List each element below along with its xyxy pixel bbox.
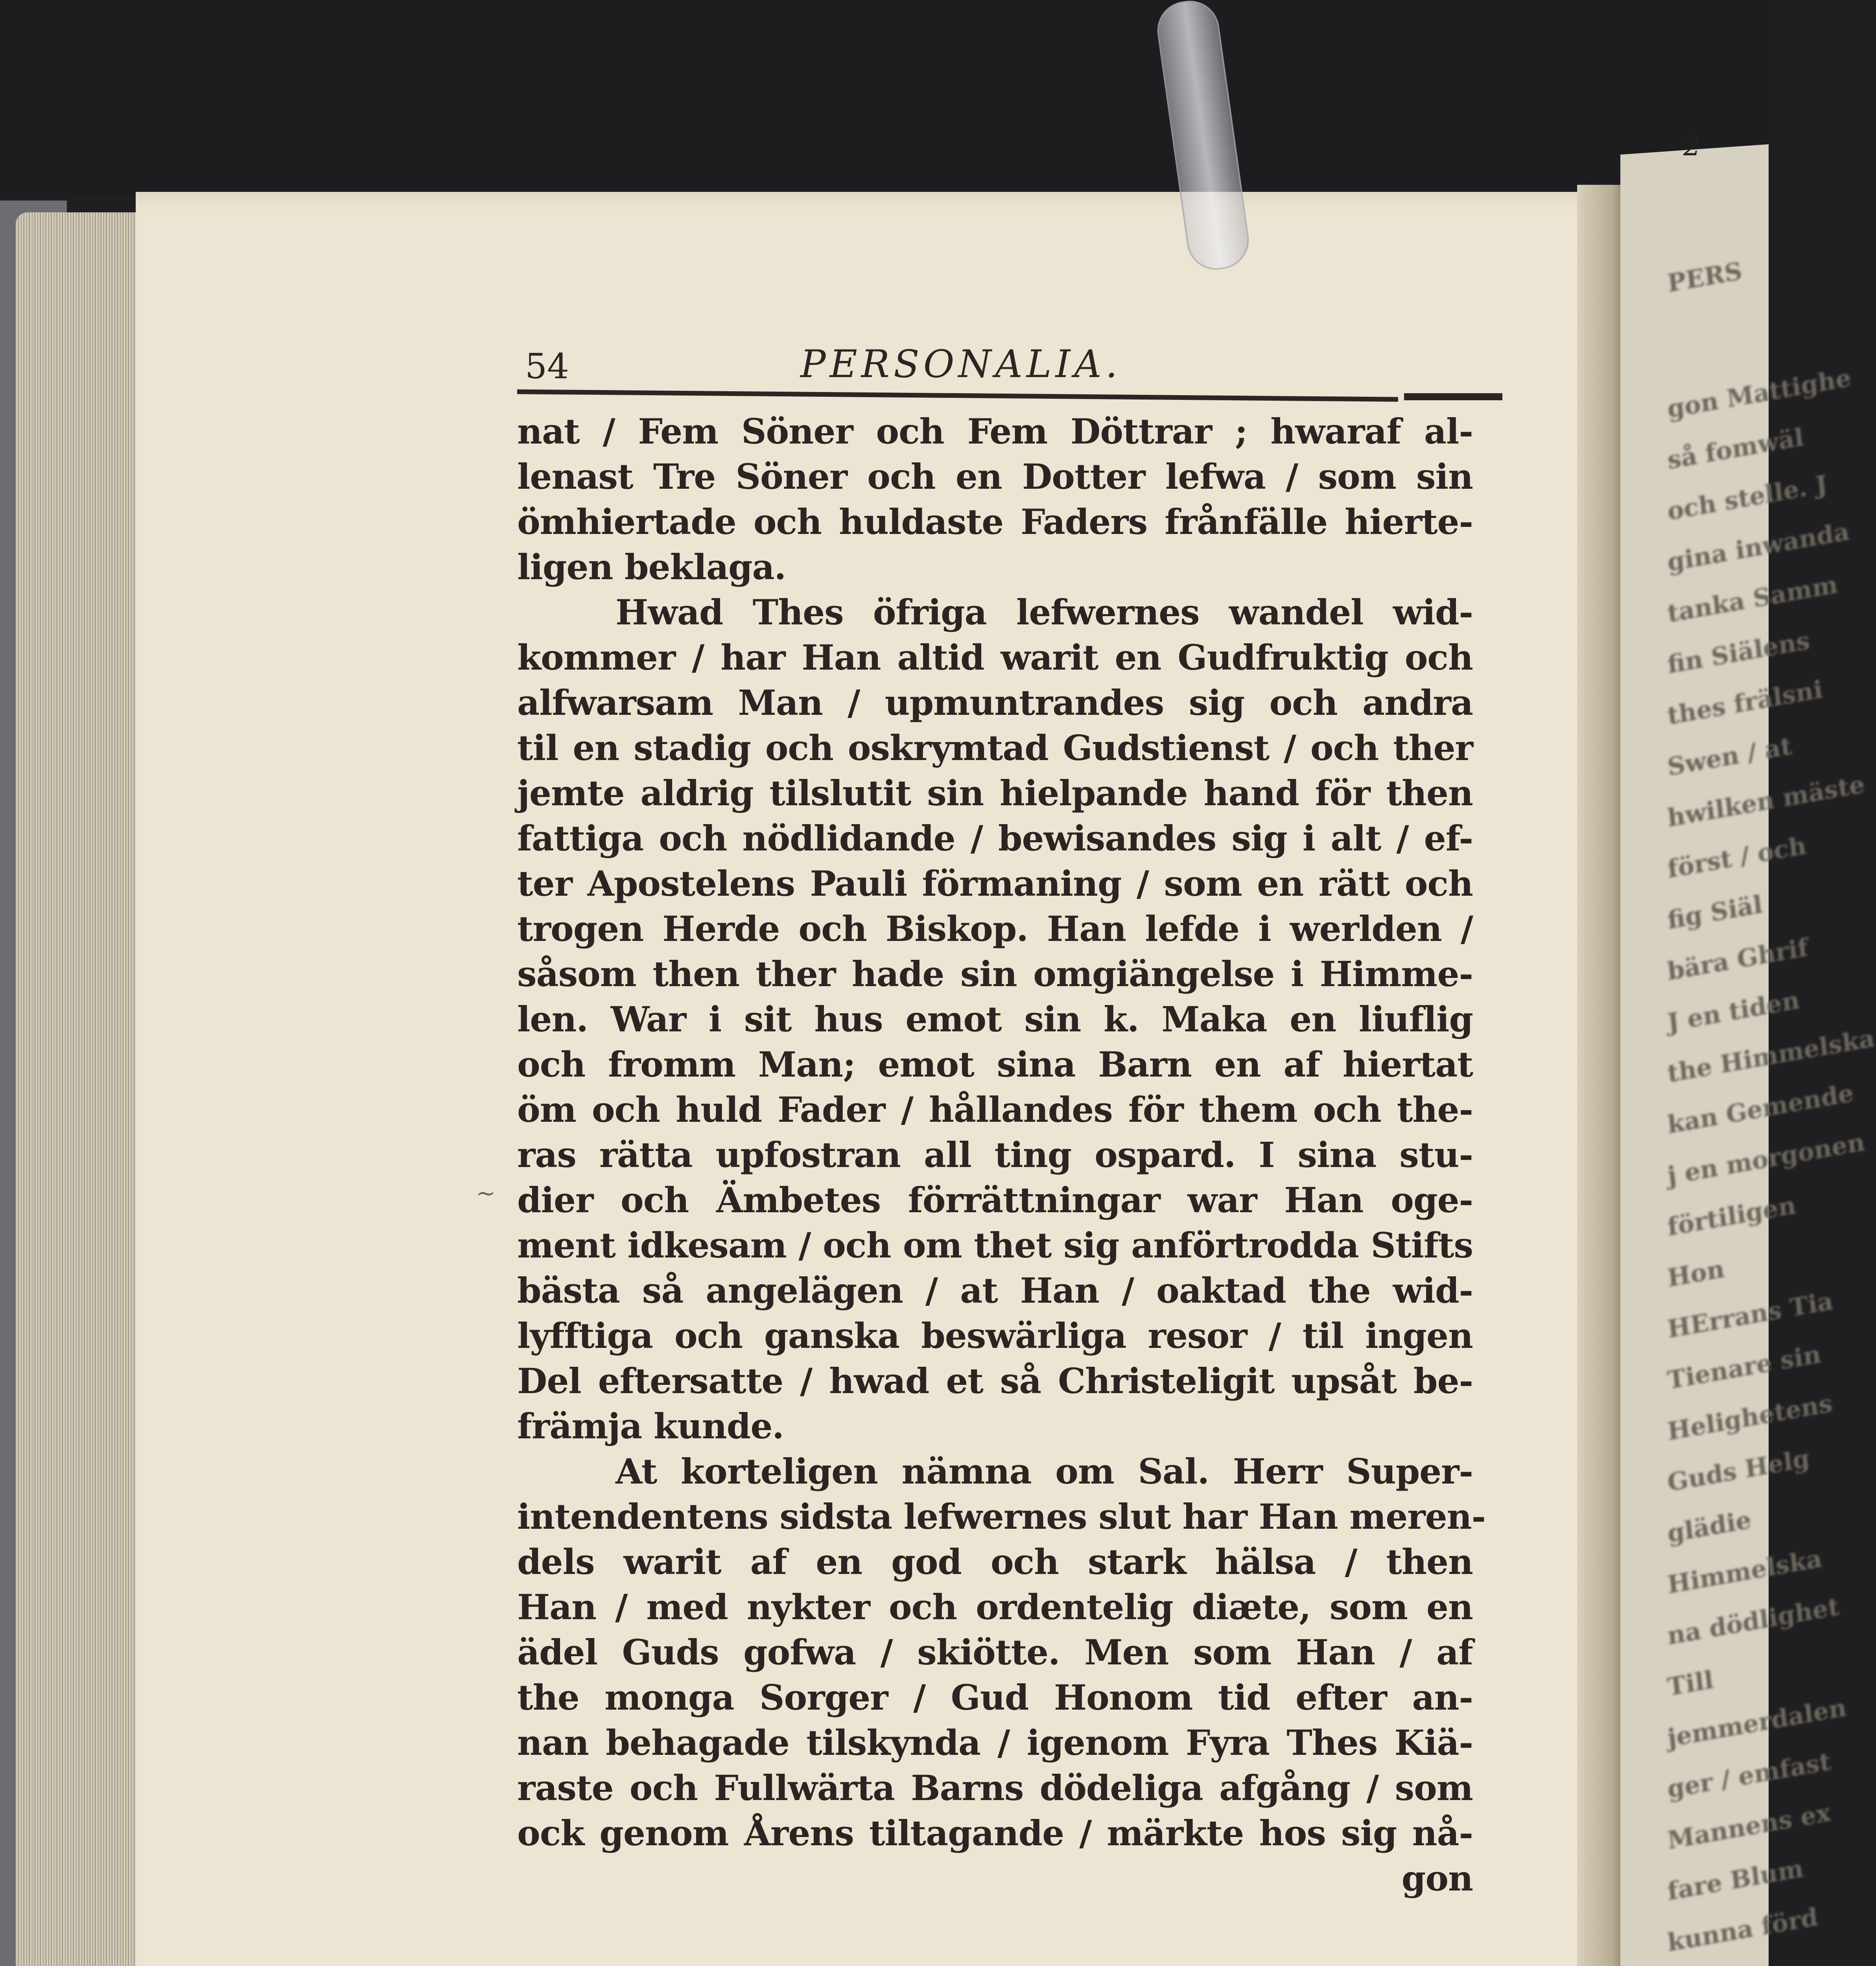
text-line: intendentens sidsta lefwernes slut har Han meren- — [517, 1496, 1486, 1537]
facing-text-line: j en morgonen — [1666, 1127, 1867, 1191]
text-line: nan behagade tilskynda / igenom Fyra Thes Kiä- — [517, 1722, 1473, 1763]
text-line: fattiga och nödlidande / bewisandes sig i alt / ef- — [517, 818, 1473, 859]
text-line: Han / med nykter och ordentelig diæte, som en — [517, 1587, 1473, 1627]
text-line: ömhiertade och huldaste Faders frånfälle hierte- — [517, 501, 1473, 542]
text-line: Del eftersatte / hwad et så Christeligit upsåt be- — [517, 1360, 1473, 1401]
facing-page — [1620, 144, 1876, 1966]
facing-text-line: förtiligen — [1666, 1191, 1797, 1242]
facing-text-line: glädie — [1666, 1505, 1753, 1548]
facing-text-line: bära Ghrif — [1666, 933, 1810, 986]
facing-text-line: gon Mattighe — [1666, 363, 1853, 424]
facing-text-line: Swen / at — [1666, 731, 1793, 782]
text-line: dels warit af en god och stark hälsa / then — [517, 1541, 1473, 1582]
text-line: trogen Herde och Biskop. Han lefde i werlden / — [517, 908, 1473, 949]
facing-text-line: jemmerdalen — [1666, 1693, 1848, 1753]
facing-text-line: Tienare sin — [1666, 1340, 1823, 1395]
facing-text-line: hwilken mäste — [1666, 769, 1866, 833]
text-line: the monga Sorger / Gud Honom tid efter an- — [517, 1677, 1473, 1718]
facing-text-line: kunna förd — [1666, 1902, 1819, 1957]
facing-text-line: Mannens ex — [1666, 1798, 1832, 1855]
page-text-block — [517, 338, 1486, 1901]
text-line: til en stadig och oskrymtad Gudstienst / och ther — [517, 727, 1473, 768]
facing-running-title: PERS — [1666, 256, 1743, 298]
facing-text-line: Guds Helg — [1666, 1444, 1811, 1497]
facing-text-line: J en tiden — [1666, 985, 1801, 1037]
facing-text-line: gina inwanda — [1666, 517, 1851, 577]
facing-text-line: fare Blum — [1666, 1854, 1805, 1906]
text-line: Hwad Thes öfriga lefwernes wandel wid- — [616, 592, 1473, 633]
running-title: PERSONALIA. — [800, 342, 1122, 386]
facing-text-line: tanka Samm — [1666, 570, 1839, 628]
page-number: 54 — [525, 346, 569, 387]
facing-text-line: the Himmelska — [1666, 1023, 1876, 1088]
page-header — [517, 338, 1473, 409]
facing-text-line: först / och — [1666, 831, 1808, 884]
text-line: alfwarsam Man / upmuntrandes sig och andra — [517, 682, 1473, 723]
text-line: lenast Tre Söner och en Dotter lefwa / som sin — [517, 456, 1473, 497]
margin-mark: ~ — [476, 1180, 496, 1207]
page-tab-label: 2 — [1683, 130, 1701, 162]
text-line: dier och Ämbetes förrättningar war Han oge- — [517, 1180, 1473, 1220]
facing-text-line: ger / emfast — [1666, 1747, 1832, 1804]
text-line: lyfftiga och ganska beswärliga resor / til ingen — [517, 1315, 1473, 1356]
facing-text-line: HErrans Tia — [1666, 1286, 1835, 1344]
facing-text-line: så fomwäl — [1666, 422, 1805, 475]
text-line: ment idkesam / och om thet sig anförtrodda Stifts — [517, 1225, 1473, 1266]
facing-text-line: kan Gemende — [1666, 1078, 1855, 1139]
text-line: raste och Fullwärta Barns dödeliga afgång / som — [517, 1767, 1473, 1808]
facing-text-line: Himmelska — [1666, 1544, 1824, 1600]
backdrop — [0, 0, 1769, 197]
facing-text-line: Helighetens — [1666, 1388, 1834, 1446]
page-edges — [16, 212, 142, 1966]
text-line: len. War i sit hus emot sin k. Maka en liuflig — [517, 999, 1473, 1040]
text-line: ock genom Årens tiltagande / märkte hos sig nå- — [517, 1813, 1473, 1854]
text-line: och fromm Man; emot sina Barn en af hiertat — [517, 1044, 1473, 1085]
text-line: bästa så angelägen / at Han / oaktad the wid- — [517, 1270, 1473, 1311]
text-line: ras rätta upfostran all ting ospard. I sina stu- — [517, 1134, 1473, 1175]
text-line: kommer / har Han altid warit en Gudfruktig och — [517, 637, 1473, 678]
text-line: öm och huld Fader / hållandes för them och the- — [517, 1089, 1473, 1130]
text-line: såsom then ther hade sin omgiängelse i Himme- — [517, 954, 1473, 994]
text-line: främja kunde. — [517, 1406, 784, 1447]
body-text — [517, 409, 1486, 1901]
text-line: At korteligen nämna om Sal. Herr Super- — [616, 1451, 1473, 1492]
text-line: jemte aldrig tilslutit sin hielpande hand för then — [517, 773, 1473, 814]
facing-text-line: na dödlighet — [1666, 1592, 1841, 1651]
facing-text-line: fin Siälens — [1666, 626, 1812, 679]
facing-text-line: Hon — [1666, 1254, 1726, 1293]
text-line: nat / Fem Söner och Fem Döttrar ; hwaraf al- — [517, 411, 1473, 452]
catchword: gon — [1401, 1858, 1473, 1899]
facing-text-line: och stelle. J — [1666, 469, 1829, 526]
facing-text-line: Till — [1666, 1665, 1715, 1702]
facing-text-line: fig Siäl — [1666, 890, 1764, 935]
header-rule — [517, 389, 1398, 402]
header-rule-end — [1404, 393, 1502, 400]
text-line: ter Apostelens Pauli förmaning / som en rätt och — [517, 863, 1473, 904]
text-line: ädel Guds gofwa / skiötte. Men som Han / af — [517, 1632, 1473, 1673]
facing-text-line: thes frälsni — [1666, 675, 1824, 731]
text-line: ligen beklaga. — [517, 547, 786, 587]
